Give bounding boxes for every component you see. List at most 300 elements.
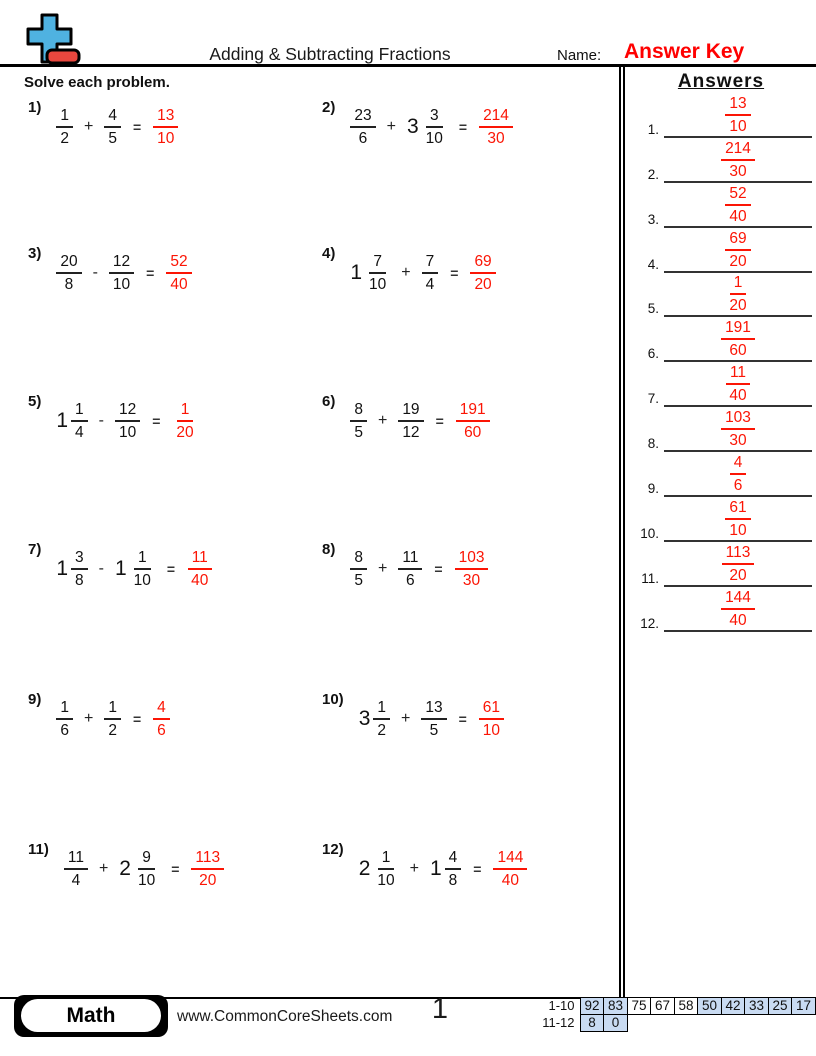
fraction	[71, 548, 88, 590]
problem-number: 11)	[28, 841, 49, 858]
whole-number: 1	[350, 261, 363, 284]
fraction	[722, 543, 755, 585]
score-cell: 17	[791, 997, 816, 1015]
whole-number: 2	[358, 857, 371, 880]
problem-number: 5)	[28, 393, 42, 410]
denominator: 10	[118, 424, 137, 441]
fraction	[479, 698, 504, 740]
problem	[28, 390, 198, 452]
equals-sign: =	[434, 561, 443, 577]
denominator: 30	[487, 130, 505, 147]
name-label: Name:	[557, 47, 602, 64]
numerator: 1	[104, 698, 121, 720]
fraction-term	[359, 848, 399, 890]
fraction	[104, 698, 121, 740]
fraction	[56, 698, 73, 740]
answer-fraction	[187, 548, 212, 590]
problem	[28, 96, 178, 158]
denominator: 2	[377, 722, 386, 739]
fraction-term	[109, 252, 134, 294]
subject-badge-label: Math	[21, 999, 161, 1032]
answer-fraction	[725, 229, 750, 271]
answer-line	[664, 273, 812, 317]
numerator: 11	[64, 848, 88, 870]
numerator: 1	[134, 548, 151, 570]
fraction	[115, 400, 140, 442]
denominator: 2	[60, 130, 69, 147]
fraction-term	[56, 548, 87, 590]
numerator: 4	[153, 698, 170, 720]
answer-fraction	[725, 184, 750, 226]
fraction	[422, 106, 447, 148]
equals-sign: =	[458, 119, 468, 135]
denominator: 60	[729, 342, 747, 360]
fraction	[373, 698, 390, 740]
equals-sign: =	[132, 711, 142, 727]
numerator: 191	[721, 318, 755, 340]
answer-line	[664, 453, 812, 497]
answer-number: 3.	[647, 211, 659, 227]
numerator: 69	[725, 229, 750, 251]
denominator: 12	[402, 424, 420, 441]
problem	[322, 538, 488, 600]
numerator: 4	[730, 453, 747, 475]
equals-sign: =	[458, 711, 467, 727]
score-cell: 58	[674, 997, 699, 1015]
fraction	[721, 318, 755, 360]
fraction-term	[350, 548, 367, 590]
denominator: 6	[157, 722, 166, 739]
score-row	[534, 997, 816, 1015]
denominator: 6	[358, 130, 368, 147]
denominator: 20	[199, 872, 217, 889]
fraction	[109, 252, 134, 294]
fraction-term	[350, 106, 375, 148]
operator: -	[98, 560, 104, 577]
fraction	[398, 400, 423, 442]
answer-line	[664, 543, 812, 587]
whole-number: 1	[429, 857, 442, 880]
answer-fraction	[722, 543, 755, 585]
fraction	[373, 848, 398, 890]
equals-sign: =	[171, 861, 180, 877]
score-cell: 42	[721, 997, 746, 1015]
answer-fraction	[470, 252, 495, 294]
denominator: 6	[733, 477, 743, 495]
numerator: 61	[725, 498, 750, 520]
numerator: 1	[56, 698, 73, 720]
equals-sign: =	[473, 861, 482, 877]
fraction-term	[64, 848, 88, 890]
problem	[28, 242, 192, 304]
subject-badge	[14, 995, 168, 1037]
equals-sign: =	[132, 119, 142, 135]
numerator: 8	[350, 400, 367, 422]
numerator: 13	[421, 698, 446, 720]
fraction-term	[350, 252, 390, 294]
numerator: 1	[378, 848, 395, 870]
operator: +	[386, 118, 396, 135]
numerator: 20	[56, 252, 81, 274]
answer-fraction	[725, 273, 750, 315]
numerator: 113	[722, 543, 755, 565]
answer-line	[664, 498, 812, 542]
fraction	[721, 139, 755, 181]
instructions-text: Solve each problem.	[24, 74, 170, 91]
numerator: 113	[191, 848, 224, 870]
problem-number: 12)	[322, 841, 344, 858]
numerator: 7	[422, 252, 439, 274]
answer-fraction	[493, 848, 527, 890]
problem-number: 3)	[28, 245, 42, 262]
fraction	[56, 252, 81, 294]
operator: +	[98, 860, 109, 877]
score-cell: 83	[603, 997, 628, 1015]
denominator: 5	[354, 572, 363, 589]
answer-number: 9.	[647, 481, 659, 497]
answer-line	[664, 94, 812, 138]
score-cell: 0	[603, 1014, 628, 1032]
numerator: 103	[721, 408, 755, 430]
fraction-term	[56, 400, 87, 442]
score-cell: 75	[627, 997, 652, 1015]
denominator: 10	[729, 521, 747, 539]
fraction	[730, 453, 747, 495]
numerator: 214	[479, 106, 513, 128]
problem	[322, 96, 513, 158]
answer-fraction	[479, 106, 513, 148]
problem-number: 1)	[28, 99, 42, 116]
fraction	[153, 698, 170, 740]
fraction-term	[407, 106, 447, 148]
plus-minus-logo	[20, 12, 84, 71]
denominator: 10	[112, 276, 131, 293]
denominator: 20	[729, 297, 747, 315]
numerator: 1	[71, 400, 88, 422]
problem-number: 8)	[322, 541, 336, 558]
operator: +	[83, 118, 94, 135]
numerator: 13	[725, 94, 750, 116]
score-table	[534, 997, 816, 1032]
score-cell: 67	[650, 997, 675, 1015]
denominator: 20	[729, 252, 747, 270]
denominator: 6	[406, 572, 415, 589]
answer-fraction	[166, 252, 191, 294]
answer-row	[632, 317, 812, 362]
answer-line	[664, 408, 812, 452]
answer-number: 11.	[641, 570, 659, 586]
answer-line	[664, 588, 812, 632]
fraction	[172, 400, 197, 442]
fraction	[493, 848, 527, 890]
fraction	[725, 273, 750, 315]
answer-row	[632, 362, 812, 407]
answer-number: 2.	[647, 166, 659, 182]
answer-row	[632, 228, 812, 273]
fraction	[725, 229, 750, 271]
denominator: 10	[137, 872, 156, 889]
operator: +	[401, 264, 411, 281]
problem	[28, 838, 224, 900]
denominator: 10	[133, 572, 151, 589]
denominator: 10	[369, 276, 387, 293]
fraction	[191, 848, 224, 890]
fraction-term	[430, 848, 461, 890]
operator: +	[409, 860, 419, 877]
answer-line	[664, 363, 812, 407]
fraction-term	[119, 848, 159, 890]
fraction	[721, 408, 755, 450]
answer-fraction	[721, 588, 755, 630]
problem	[322, 688, 504, 750]
denominator: 40	[729, 387, 747, 405]
numerator: 7	[369, 252, 386, 274]
worksheet-title: Adding & Subtracting Fractions	[209, 44, 451, 64]
whole-number: 1	[56, 557, 69, 580]
numerator: 11	[726, 363, 750, 385]
equals-sign: =	[435, 413, 444, 429]
page-number: 1	[431, 993, 449, 1025]
answer-fraction	[725, 94, 750, 136]
fraction	[721, 588, 755, 630]
answer-line	[664, 229, 812, 273]
denominator: 10	[482, 722, 501, 739]
fraction	[350, 548, 367, 590]
score-range-label: 1-10	[548, 998, 575, 1013]
denominator: 40	[729, 611, 747, 629]
fraction	[365, 252, 390, 294]
denominator: 40	[170, 276, 188, 293]
whole-number: 3	[406, 115, 419, 138]
fraction-term	[350, 400, 367, 442]
answers-separator-line	[619, 67, 625, 997]
problem	[28, 688, 170, 750]
denominator: 10	[729, 117, 747, 135]
answer-row	[632, 407, 812, 452]
fraction-term	[398, 548, 422, 590]
answer-number: 10.	[640, 525, 659, 541]
problem-number: 10)	[322, 691, 344, 708]
fraction-term	[421, 698, 446, 740]
numerator: 1	[56, 106, 73, 128]
answer-fraction	[455, 548, 489, 590]
answer-fraction	[191, 848, 224, 890]
fraction	[166, 252, 191, 294]
answer-fraction	[725, 363, 750, 405]
fraction-term	[422, 252, 439, 294]
numerator: 23	[350, 106, 375, 128]
fraction-term	[398, 400, 423, 442]
fraction-term	[56, 252, 81, 294]
denominator: 30	[729, 162, 747, 180]
denominator: 10	[157, 130, 175, 147]
denominator: 8	[448, 872, 458, 889]
answer-fraction	[721, 318, 755, 360]
fraction	[104, 106, 121, 148]
operator: +	[401, 710, 411, 727]
numerator: 11	[188, 548, 212, 570]
denominator: 6	[60, 722, 69, 739]
denominator: 8	[75, 572, 84, 589]
denominator: 4	[75, 424, 84, 441]
problem	[28, 538, 212, 600]
denominator: 5	[108, 130, 117, 147]
fraction	[71, 400, 88, 442]
score-cell: 33	[744, 997, 769, 1015]
numerator: 3	[71, 548, 88, 570]
fraction	[422, 252, 439, 294]
answer-fraction	[730, 453, 747, 495]
fraction-term	[104, 698, 121, 740]
numerator: 8	[350, 548, 367, 570]
problem-number: 7)	[28, 541, 42, 558]
numerator: 1	[177, 400, 194, 422]
answer-fraction	[456, 400, 490, 442]
answer-line	[664, 318, 812, 362]
answer-number: 6.	[647, 346, 659, 362]
numerator: 11	[398, 548, 422, 570]
problem-number: 6)	[322, 393, 336, 410]
answer-row	[632, 497, 812, 542]
operator: -	[98, 412, 104, 429]
denominator: 5	[354, 424, 363, 441]
website-url: www.CommonCoreSheets.com	[177, 1008, 393, 1025]
fraction	[725, 363, 750, 405]
operator: +	[377, 412, 388, 429]
answer-row	[632, 452, 812, 497]
fraction	[445, 848, 462, 890]
fraction-term	[359, 698, 390, 740]
numerator: 191	[456, 400, 490, 422]
answer-number: 1.	[647, 121, 659, 137]
denominator: 60	[464, 424, 482, 441]
denominator: 40	[191, 572, 209, 589]
operator: +	[377, 560, 388, 577]
answer-number: 4.	[647, 256, 659, 272]
whole-number: 3	[358, 707, 371, 730]
answer-row	[632, 138, 812, 183]
numerator: 214	[721, 139, 755, 161]
answer-row	[632, 183, 812, 228]
score-cell: 50	[697, 997, 722, 1015]
whole-number: 1	[56, 409, 69, 432]
answer-fraction	[153, 106, 178, 148]
answer-line	[664, 184, 812, 228]
problem	[322, 242, 496, 304]
denominator: 8	[64, 276, 74, 293]
operator: +	[83, 710, 94, 727]
numerator: 12	[109, 252, 134, 274]
fraction	[455, 548, 489, 590]
answer-key-text: Answer Key	[624, 40, 745, 63]
numerator: 144	[493, 848, 527, 870]
numerator: 52	[166, 252, 191, 274]
numerator: 1	[730, 273, 747, 295]
fraction	[130, 548, 155, 590]
equals-sign: =	[166, 561, 176, 577]
fraction	[470, 252, 495, 294]
fraction	[725, 184, 750, 226]
fraction	[479, 106, 513, 148]
logo-svg	[20, 12, 84, 66]
minus-icon	[47, 50, 79, 63]
header-rule	[0, 64, 816, 67]
equals-sign: =	[152, 413, 161, 429]
fraction	[421, 698, 446, 740]
answer-row	[632, 93, 812, 138]
denominator: 30	[462, 572, 481, 589]
numerator: 52	[725, 184, 750, 206]
fraction-term	[56, 106, 73, 148]
score-cell: 8	[580, 1014, 605, 1032]
numerator: 61	[479, 698, 504, 720]
score-row	[534, 1014, 816, 1032]
numerator: 4	[104, 106, 121, 128]
denominator: 20	[474, 276, 492, 293]
answer-line	[664, 139, 812, 183]
fraction-term	[104, 106, 121, 148]
answer-row	[632, 542, 812, 587]
fraction	[456, 400, 490, 442]
numerator: 1	[373, 698, 390, 720]
answer-fraction	[725, 498, 750, 540]
numerator: 19	[398, 400, 423, 422]
fraction	[187, 548, 212, 590]
denominator: 2	[108, 722, 117, 739]
problem-number: 2)	[322, 99, 336, 116]
denominator: 4	[71, 872, 81, 889]
numerator: 69	[470, 252, 495, 274]
fraction	[398, 548, 422, 590]
answer-fraction	[172, 400, 197, 442]
answer-fraction	[721, 408, 755, 450]
fraction	[56, 106, 73, 148]
score-cell: 92	[580, 997, 605, 1015]
fraction-term	[115, 548, 155, 590]
equals-sign: =	[146, 265, 155, 281]
fraction-term	[115, 400, 140, 442]
problem-number: 9)	[28, 691, 42, 708]
answers-heading: Answers	[677, 71, 765, 92]
numerator: 144	[721, 588, 755, 610]
answer-number: 5.	[647, 301, 659, 317]
answer-row	[632, 273, 812, 318]
fraction	[350, 400, 367, 442]
denominator: 20	[729, 566, 747, 584]
fraction	[725, 94, 750, 136]
denominator: 10	[377, 872, 395, 889]
fraction	[134, 848, 159, 890]
answer-number: 8.	[647, 436, 659, 452]
score-cell: 25	[768, 997, 793, 1015]
answer-fraction	[153, 698, 170, 740]
whole-number: 1	[114, 557, 127, 580]
fraction	[350, 106, 375, 148]
whole-number: 2	[119, 857, 131, 880]
answer-fraction	[479, 698, 504, 740]
denominator: 5	[429, 722, 439, 739]
answer-number: 7.	[647, 391, 659, 407]
numerator: 12	[115, 400, 140, 422]
denominator: 40	[729, 207, 747, 225]
fraction	[725, 498, 750, 540]
equals-sign: =	[450, 265, 459, 281]
numerator: 4	[445, 848, 462, 870]
problem-number: 4)	[322, 245, 336, 262]
answers-list	[632, 93, 812, 632]
answer-fraction	[721, 139, 755, 181]
numerator: 3	[426, 106, 443, 128]
